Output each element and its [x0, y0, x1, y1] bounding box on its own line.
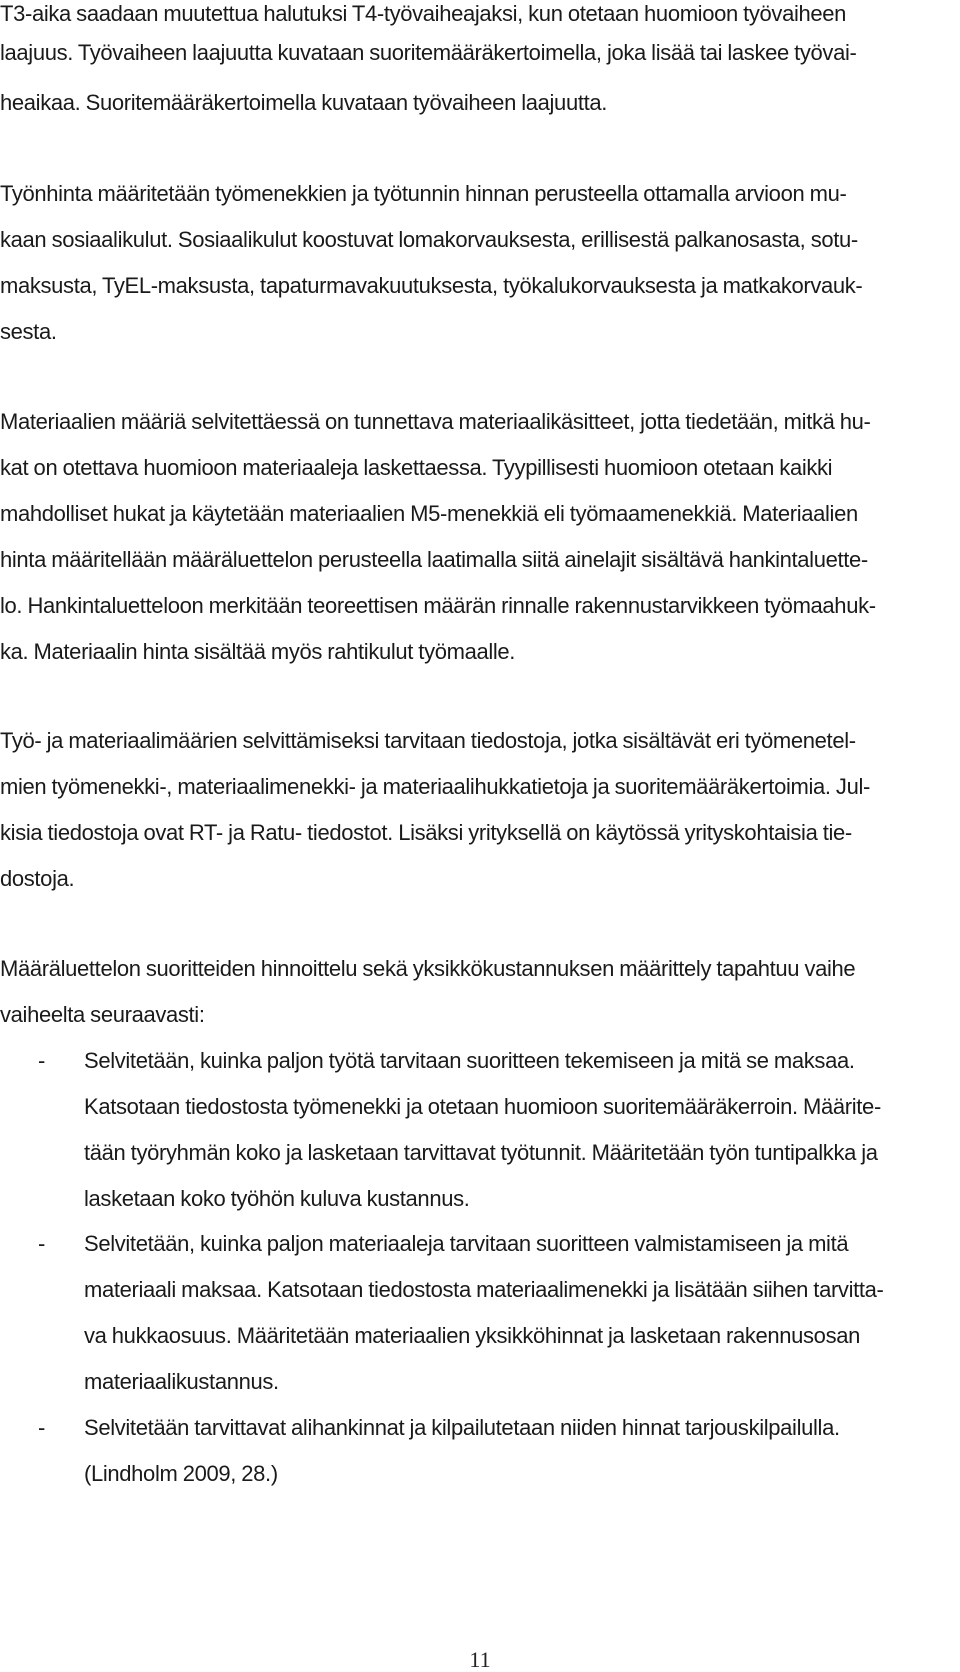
text-line: dostoja. [0, 866, 75, 891]
text-line: heaikaa. Suoritemääräkertoimella kuvataan työvaiheen laajuutta. [0, 90, 608, 115]
text-line: Selvitetään, kuinka paljon työtä tarvitaan suoritteen tekemiseen ja mitä se maksaa. [84, 1048, 855, 1073]
text-line: Selvitetään, kuinka paljon materiaaleja tarvitaan suoritteen valmistamiseen ja mitä [84, 1231, 849, 1256]
text-line: ka. Materiaalin hinta sisältää myös rahtikulut työmaalle. [0, 639, 516, 664]
text-line: materiaalikustannus. [84, 1369, 279, 1394]
text-line: (Lindholm 2009, 28.) [84, 1461, 278, 1486]
list-bullet-dash: - [38, 1415, 46, 1440]
list-bullet-dash: - [38, 1231, 46, 1256]
text-line: sesta. [0, 319, 57, 344]
text-line: Katsotaan tiedostosta työmenekki ja otetaan huomioon suoritemääräkerroin. Määrite- [84, 1094, 881, 1119]
text-line: mahdolliset hukat ja käytetään materiaalien M5-menekkiä eli työmaamenekkiä. Materiaalien [0, 501, 858, 526]
text-line: mien työmenekki-, materiaalimenekki- ja materiaalihukkatietoja ja suoritemääräkertoimia. Jul- [0, 774, 870, 799]
text-line: kisia tiedostoja ovat RT- ja Ratu- tiedostot. Lisäksi yrityksellä on käytössä yrityskohtaisia tie- [0, 820, 852, 845]
text-line: T3-aika saadaan muutettua halutuksi T4-työvaiheajaksi, kun otetaan huomioon työvaiheen [0, 1, 847, 26]
text-line: Selvitetään tarvittavat alihankinnat ja kilpailutetaan niiden hinnat tarjouskilpailulla. [84, 1415, 840, 1440]
text-line: Työ- ja materiaalimäärien selvittämiseksi tarvitaan tiedostoja, jotka sisältävät eri työmenetel- [0, 728, 856, 753]
text-line: kaan sosiaalikulut. Sosiaalikulut koostuvat lomakorvauksesta, erillisestä palkanosasta, sotu- [0, 227, 858, 252]
text-line: materiaali maksaa. Katsotaan tiedostosta materiaalimenekki ja lisätään siihen tarvitta- [84, 1277, 884, 1302]
text-line: hinta määritellään määräluettelon perusteella laatimalla siitä ainelajit sisältävä hankintaluette- [0, 547, 868, 572]
text-line: lasketaan koko työhön kuluva kustannus. [84, 1186, 470, 1211]
text-line: tään työryhmän koko ja lasketaan tarvittavat työtunnit. Määritetään työn tuntipalkka ja [84, 1140, 878, 1165]
text-line: maksusta, TyEL-maksusta, tapaturmavakuutuksesta, työkalukorvauksesta ja matkakorvauk- [0, 273, 863, 298]
text-line: Materiaalien määriä selvitettäessä on tunnettava materiaalikäsitteet, jotta tiedetään, mitkä hu- [0, 409, 871, 434]
text-line: Määräluettelon suoritteiden hinnoittelu sekä yksikkökustannuksen määrittely tapahtuu vaihe [0, 956, 856, 981]
text-line: vaiheelta seuraavasti: [0, 1002, 205, 1027]
list-bullet-dash: - [38, 1048, 46, 1073]
text-line: va hukkaosuus. Määritetään materiaalien yksikköhinnat ja lasketaan rakennusosan [84, 1323, 860, 1348]
page-number: 11 [469, 1647, 491, 1672]
text-line: kat on otettava huomioon materiaaleja laskettaessa. Tyypillisesti huomioon otetaan kaikki [0, 455, 833, 480]
text-line: lo. Hankintaluetteloon merkitään teoreettisen määrän rinnalle rakennustarvikkeen työmaahuk- [0, 593, 876, 618]
text-line: laajuus. Työvaiheen laajuutta kuvataan suoritemääräkertoimella, joka lisää tai laskee työvai- [0, 40, 857, 65]
text-line: Työnhinta määritetään työmenekkien ja työtunnin hinnan perusteella ottamalla arvioon mu- [0, 181, 847, 206]
